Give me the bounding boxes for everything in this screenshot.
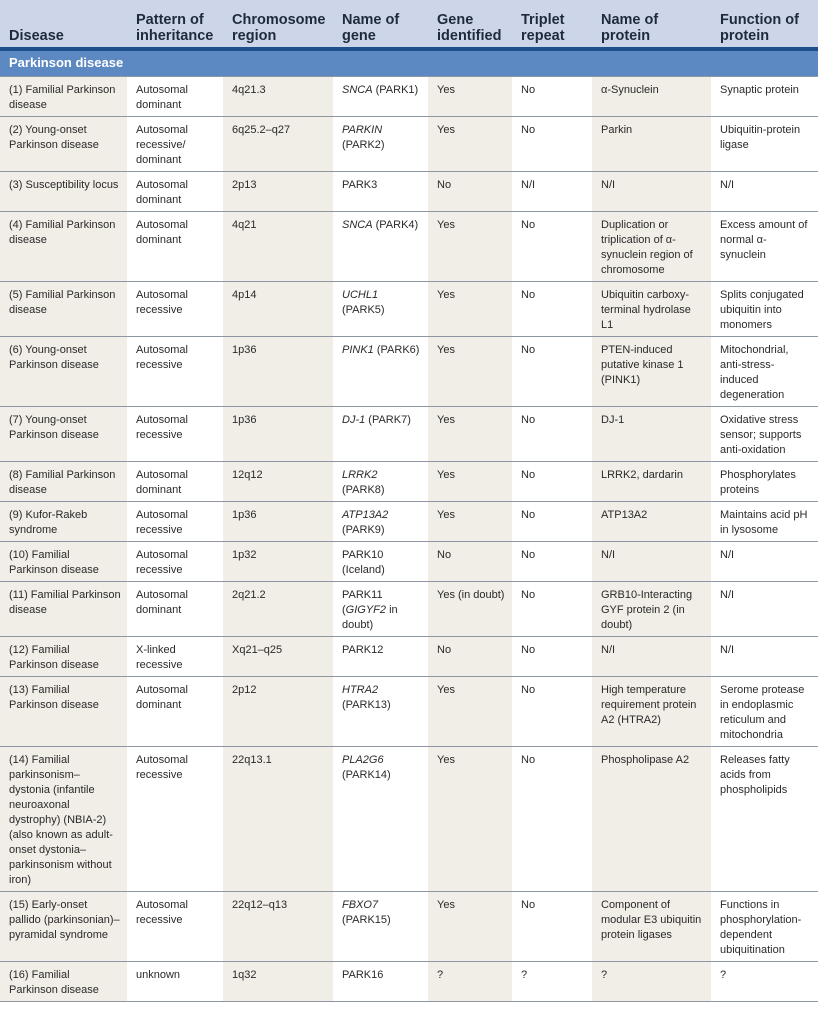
header-inheritance: Pattern of inheritance — [127, 0, 223, 49]
gene-symbol: ATP13A2 — [342, 509, 389, 521]
cell-gene-identified: No — [428, 172, 512, 212]
header-disease: Disease — [0, 0, 127, 49]
cell-gene-name — [333, 637, 428, 677]
table-row — [0, 282, 818, 337]
gene-symbol: DJ-1 — [342, 414, 366, 426]
cell-triplet-repeat: No — [512, 677, 592, 747]
cell-chromosome-region: 1p36 — [223, 337, 333, 407]
cell-gene-identified: Yes — [428, 117, 512, 172]
header-gene-identified: Gene identified — [428, 0, 512, 49]
table-body — [0, 49, 818, 1002]
cell-inheritance: Autosomal dominant — [127, 172, 223, 212]
table-row — [0, 892, 818, 962]
cell-disease: (3) Susceptibility locus — [0, 172, 127, 212]
table-row — [0, 502, 818, 542]
gene-locus: (PARK13) — [342, 699, 391, 711]
cell-inheritance: Autosomal recessive — [127, 747, 223, 892]
cell-gene-name — [333, 337, 428, 407]
cell-triplet-repeat: No — [512, 337, 592, 407]
gene-locus: PARK12 — [342, 644, 384, 656]
cell-chromosome-region: 1p32 — [223, 542, 333, 582]
gene-symbol: SNCA — [342, 84, 373, 96]
cell-disease: (15) Early-onset pallido (parkinsonian)– pyramidal syndrome — [0, 892, 127, 962]
section-title: Parkinson disease — [0, 49, 818, 77]
cell-protein-function: Serome protease in endoplasmic reticulum and mitochondria — [711, 677, 818, 747]
cell-chromosome-region: 1p36 — [223, 502, 333, 542]
gene-symbol: LRRK2 — [342, 469, 378, 481]
gene-locus: (PARK7) — [365, 414, 411, 426]
cell-inheritance: Autosomal dominant — [127, 677, 223, 747]
table-row — [0, 77, 818, 117]
cell-protein-function: Ubiquitin-protein ligase — [711, 117, 818, 172]
table-row — [0, 212, 818, 282]
table-row — [0, 337, 818, 407]
cell-inheritance: Autosomal dominant — [127, 212, 223, 282]
cell-chromosome-region: 6q25.2–q27 — [223, 117, 333, 172]
gene-locus: (PARK8) — [342, 484, 385, 496]
table-row — [0, 462, 818, 502]
cell-gene-identified: Yes — [428, 407, 512, 462]
cell-protein-name: Duplication or triplication of α-synuclein region of chromosome — [592, 212, 711, 282]
table-row — [0, 117, 818, 172]
cell-inheritance: Autosomal dominant — [127, 582, 223, 637]
cell-protein-name: Parkin — [592, 117, 711, 172]
cell-gene-name — [333, 282, 428, 337]
cell-gene-identified: Yes — [428, 502, 512, 542]
cell-triplet-repeat: No — [512, 117, 592, 172]
cell-disease: (9) Kufor-Rakeb syndrome — [0, 502, 127, 542]
cell-inheritance: Autosomal dominant — [127, 462, 223, 502]
cell-protein-function: Oxidative stress sensor; supports anti-oxidation — [711, 407, 818, 462]
cell-protein-name: α-Synuclein — [592, 77, 711, 117]
cell-triplet-repeat: No — [512, 77, 592, 117]
cell-protein-name: Component of modular E3 ubiquitin protein ligases — [592, 892, 711, 962]
cell-gene-name — [333, 582, 428, 637]
cell-gene-identified: Yes — [428, 892, 512, 962]
cell-protein-name: PTEN-induced putative kinase 1 (PINK1) — [592, 337, 711, 407]
table-row — [0, 407, 818, 462]
gene-locus: (PARK1) — [372, 84, 419, 96]
cell-inheritance: Autosomal recessive — [127, 542, 223, 582]
cell-inheritance: Autosomal recessive — [127, 337, 223, 407]
cell-gene-identified: ? — [428, 962, 512, 1002]
cell-chromosome-region: 4p14 — [223, 282, 333, 337]
cell-protein-name: N/I — [592, 172, 711, 212]
cell-inheritance: Autosomal dominant — [127, 77, 223, 117]
cell-chromosome-region: 2p12 — [223, 677, 333, 747]
cell-disease: (13) Familial Parkinson disease — [0, 677, 127, 747]
table-row — [0, 677, 818, 747]
header-protein-name: Name of protein — [592, 0, 711, 49]
cell-disease: (7) Young-onset Parkinson disease — [0, 407, 127, 462]
header-row — [0, 0, 818, 49]
cell-inheritance: Autosomal recessive — [127, 407, 223, 462]
cell-disease: (6) Young-onset Parkinson disease — [0, 337, 127, 407]
cell-protein-function: ? — [711, 962, 818, 1002]
table-row — [0, 747, 818, 892]
cell-protein-function: N/I — [711, 637, 818, 677]
cell-gene-name — [333, 747, 428, 892]
cell-disease: (16) Familial Parkinson disease — [0, 962, 127, 1002]
cell-inheritance: unknown — [127, 962, 223, 1002]
cell-gene-identified: Yes — [428, 462, 512, 502]
gene-symbol: PINK1 — [342, 344, 374, 356]
cell-chromosome-region: 12q12 — [223, 462, 333, 502]
cell-gene-identified: No — [428, 637, 512, 677]
cell-protein-name: GRB10-Interacting GYF protein 2 (in doubt) — [592, 582, 711, 637]
cell-protein-name: Phospholipase A2 — [592, 747, 711, 892]
gene-locus: (PARK14) — [342, 769, 391, 781]
cell-triplet-repeat: No — [512, 212, 592, 282]
cell-gene-name — [333, 542, 428, 582]
gene-symbol: FBXO7 — [342, 899, 379, 911]
cell-protein-function: Mitochondrial, anti-stress-induced degeneration — [711, 337, 818, 407]
cell-protein-name: N/I — [592, 637, 711, 677]
cell-gene-name — [333, 407, 428, 462]
cell-inheritance: Autosomal recessive — [127, 282, 223, 337]
cell-chromosome-region: 2q21.2 — [223, 582, 333, 637]
gene-locus: (PARK6) — [373, 344, 420, 356]
cell-disease: (14) Familial parkinsonism– dystonia (infantile neuroaxonal dystrophy) (NBIA-2) (also known as adult-onset dystonia– parkinsonism without iron) — [0, 747, 127, 892]
gene-locus: in doubt) — [342, 604, 398, 631]
cell-disease: (2) Young-onset Parkinson disease — [0, 117, 127, 172]
cell-protein-name: High temperature requirement protein A2 (HTRA2) — [592, 677, 711, 747]
gene-locus: (PARK2) — [342, 139, 385, 151]
cell-gene-name — [333, 962, 428, 1002]
cell-chromosome-region: 1q32 — [223, 962, 333, 1002]
table-row — [0, 637, 818, 677]
header-protein-function: Function of protein — [711, 0, 818, 49]
gene-symbol: PARKIN — [342, 124, 383, 136]
cell-inheritance: X-linked recessive — [127, 637, 223, 677]
cell-inheritance: Autosomal recessive — [127, 892, 223, 962]
cell-chromosome-region: 4q21 — [223, 212, 333, 282]
cell-chromosome-region: 22q13.1 — [223, 747, 333, 892]
cell-gene-identified: Yes — [428, 212, 512, 282]
cell-disease: (10) Familial Parkinson disease — [0, 542, 127, 582]
header-gene-name: Name of gene — [333, 0, 428, 49]
cell-chromosome-region: 1p36 — [223, 407, 333, 462]
cell-triplet-repeat: No — [512, 407, 592, 462]
gene-symbol: HTRA2 — [342, 684, 379, 696]
cell-disease: (5) Familial Parkinson disease — [0, 282, 127, 337]
cell-protein-function: N/I — [711, 542, 818, 582]
table-header — [0, 0, 818, 49]
cell-triplet-repeat: N/I — [512, 172, 592, 212]
cell-protein-function: Splits conjugated ubiquitin into monomers — [711, 282, 818, 337]
gene-symbol: GIGYF2 — [345, 604, 387, 616]
gene-locus: PARK16 — [342, 969, 384, 981]
cell-protein-name: N/I — [592, 542, 711, 582]
cell-gene-identified: Yes — [428, 747, 512, 892]
cell-triplet-repeat: No — [512, 282, 592, 337]
cell-gene-identified: Yes — [428, 282, 512, 337]
cell-protein-name: DJ-1 — [592, 407, 711, 462]
cell-protein-name: Ubiquitin carboxy-terminal hydrolase L1 — [592, 282, 711, 337]
gene-symbol: PLA2G6 — [342, 754, 384, 766]
cell-protein-function: Phosphorylates proteins — [711, 462, 818, 502]
gene-prefix: PARK11 ( — [342, 589, 383, 616]
cell-protein-name: ? — [592, 962, 711, 1002]
table-row — [0, 962, 818, 1002]
cell-gene-name — [333, 77, 428, 117]
cell-disease: (12) Familial Parkinson disease — [0, 637, 127, 677]
cell-disease: (4) Familial Parkinson disease — [0, 212, 127, 282]
gene-locus: (PARK5) — [342, 304, 385, 316]
cell-gene-identified: Yes — [428, 77, 512, 117]
section-row — [0, 49, 818, 77]
cell-gene-name — [333, 212, 428, 282]
gene-locus: (PARK15) — [342, 914, 391, 926]
cell-protein-function: Functions in phosphorylation-dependent ubiquitination — [711, 892, 818, 962]
cell-triplet-repeat: No — [512, 582, 592, 637]
cell-gene-identified: No — [428, 542, 512, 582]
cell-triplet-repeat: No — [512, 502, 592, 542]
cell-protein-function: N/I — [711, 172, 818, 212]
cell-protein-function: N/I — [711, 582, 818, 637]
cell-chromosome-region: 2p13 — [223, 172, 333, 212]
cell-protein-function: Releases fatty acids from phospholipids — [711, 747, 818, 892]
table-row — [0, 542, 818, 582]
table-row — [0, 172, 818, 212]
header-chromosome-region: Chromosome region — [223, 0, 333, 49]
cell-chromosome-region: Xq21–q25 — [223, 637, 333, 677]
cell-gene-name — [333, 502, 428, 542]
cell-inheritance: Autosomal recessive — [127, 502, 223, 542]
cell-disease: (8) Familial Parkinson disease — [0, 462, 127, 502]
cell-protein-function: Excess amount of normal α-synuclein — [711, 212, 818, 282]
cell-chromosome-region: 22q12–q13 — [223, 892, 333, 962]
cell-disease: (1) Familial Parkinson disease — [0, 77, 127, 117]
cell-inheritance: Autosomal recessive/ dominant — [127, 117, 223, 172]
gene-symbol: SNCA — [342, 219, 373, 231]
cell-protein-function: Maintains acid pH in lysosome — [711, 502, 818, 542]
gene-locus: PARK10 (Iceland) — [342, 549, 385, 576]
gene-locus: (PARK9) — [342, 524, 385, 536]
cell-gene-identified: Yes — [428, 677, 512, 747]
cell-triplet-repeat: No — [512, 462, 592, 502]
gene-locus: (PARK4) — [372, 219, 419, 231]
cell-triplet-repeat: No — [512, 637, 592, 677]
cell-gene-name — [333, 677, 428, 747]
cell-disease: (11) Familial Parkinson disease — [0, 582, 127, 637]
cell-triplet-repeat: No — [512, 892, 592, 962]
cell-gene-name — [333, 462, 428, 502]
cell-gene-identified: Yes (in doubt) — [428, 582, 512, 637]
gene-symbol: UCHL1 — [342, 289, 379, 301]
cell-triplet-repeat: No — [512, 747, 592, 892]
gene-locus: PARK3 — [342, 179, 378, 191]
cell-protein-name: ATP13A2 — [592, 502, 711, 542]
cell-gene-name — [333, 172, 428, 212]
cell-gene-name — [333, 892, 428, 962]
cell-gene-identified: Yes — [428, 337, 512, 407]
cell-protein-name: LRRK2, dardarin — [592, 462, 711, 502]
cell-protein-function: Synaptic protein — [711, 77, 818, 117]
table-row — [0, 582, 818, 637]
cell-triplet-repeat: ? — [512, 962, 592, 1002]
cell-triplet-repeat: No — [512, 542, 592, 582]
header-triplet-repeat: Triplet repeat — [512, 0, 592, 49]
cell-gene-name — [333, 117, 428, 172]
cell-chromosome-region: 4q21.3 — [223, 77, 333, 117]
